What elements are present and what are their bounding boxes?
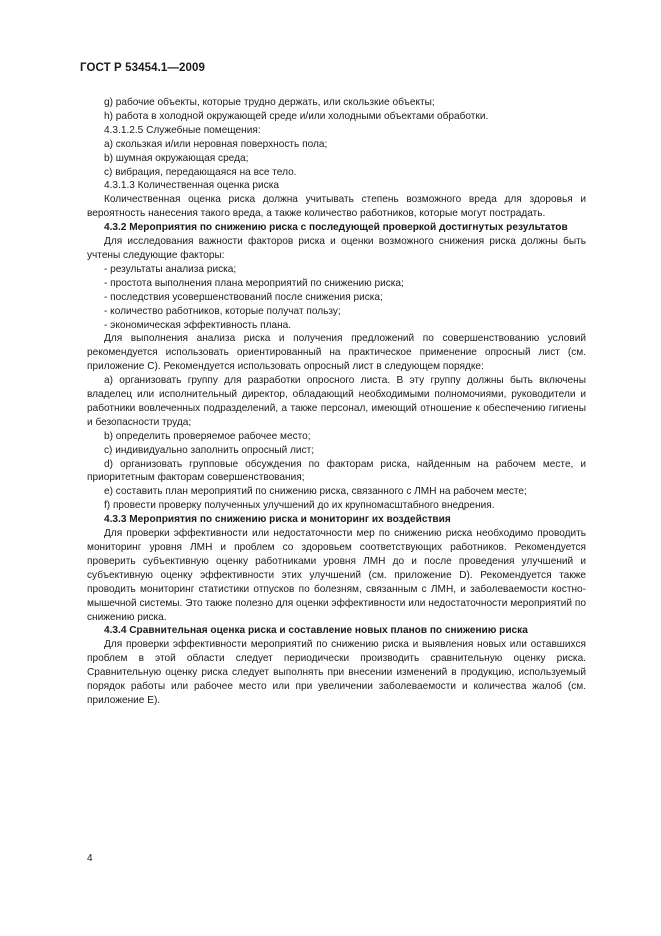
section-number: 4.3.4 (104, 625, 127, 637)
list-item: a) организовать группу для разработки опросного листа. В эту группу должны быть включены владелец или исполнительный директор, обладающий необходимыми полномочиями, руководители и работники вовлеченных подразделений, а также персонал, имеющий отношение к обеспечению гигиены и безопасности труда; (87, 375, 586, 428)
paragraph: a) скользкая и/или неровная поверхность пола; (104, 138, 328, 150)
section-title: Мероприятия по снижению риска с последующей проверкой достигнутых результатов (129, 222, 568, 234)
list-item: - экономическая эффективность плана. (104, 319, 292, 331)
list-item: b) определить проверяемое рабочее место; (104, 430, 311, 442)
list-item: - количество работников, которые получат пользу; (104, 305, 341, 317)
section-heading-4-3-2 (87, 221, 586, 235)
document-body (87, 96, 586, 708)
paragraph: Для выполнения анализа риска и получения предложений по совершенствованию условий рекомендуется использовать ориентированный на практическое применение опросный лист (см. приложение С). Рекомендуется использовать опросный лист в следующем порядке: (87, 333, 586, 373)
list-item: c) индивидуально заполнить опросный лист; (104, 444, 315, 456)
paragraph: g) рабочие объекты, которые трудно держать, или скользкие объекты; (104, 97, 435, 108)
paragraph: h) работа в холодной окружающей среде и/или холодными объектами обработки. (104, 110, 489, 122)
section-heading-4-3-3 (87, 513, 586, 527)
paragraph: Для проверки эффективности или недостаточности мер по снижению риска необходимо проводить мониторинг уровня ЛМН и проблем со здоровьем соответствующих работников. Рекомендуется проверить субъективную оценку работниками уровня ЛМН до и после проведения улучшений и субъективную оценку эффективности этих улучшений (см. приложение D). Рекомендуется также проводить мониторинг статистики отпусков по болезням, связанным с ЛМН, и заболеваемости костно-мышечной системы. Это также полезно для оценки эффективности или недостаточности мероприятий по снижению риска. (87, 528, 586, 623)
list-item: - последствия усовершенствований после снижения риска; (104, 291, 383, 303)
list-item: d) организовать групповые обсуждения по факторам риска, найденным на рабочем месте, и приоритетным факторам совершенствования; (87, 458, 586, 484)
section-heading-4-3-4 (87, 624, 586, 638)
list-item: - результаты анализа риска; (104, 263, 237, 275)
paragraph: b) шумная окружающая среда; (104, 152, 249, 164)
list-item: - простота выполнения плана мероприятий по снижению риска; (104, 277, 404, 289)
paragraph: c) вибрация, передающаяся на все тело. (104, 166, 297, 178)
section-title: Сравнительная оценка риска и составление новых планов по снижению риска (129, 625, 528, 637)
paragraph: Для проверки эффективности мероприятий по снижению риска и выявления новых или оставшихся проблем в этой области следует периодически производить сравнительную оценку риска. Сравнительную оценку риска следует выполнять при внесении изменений в продукцию, используемый порядок работы или рабочее место или при увеличении заболеваемости и количества жалоб (см. приложение Е). (87, 639, 586, 706)
page-number: 4 (87, 853, 93, 864)
section-title: Мероприятия по снижению риска и мониторинг их воздействия (129, 514, 451, 526)
section-number: 4.3.3 (104, 514, 127, 526)
paragraph: 4.3.1.2.5 Служебные помещения: (104, 124, 261, 136)
paragraph: Для исследования важности факторов риска и оценки возможного снижения риска должны быть учтены следующие факторы: (87, 236, 586, 261)
list-item: f) провести проверку полученных улучшений до их крупномасштабного внедрения. (104, 500, 495, 512)
list-item: e) составить план мероприятий по снижению риска, связанного с ЛМН на рабочем месте; (104, 486, 527, 498)
document-header: ГОСТ Р 53454.1—2009 (80, 62, 205, 74)
paragraph: Количественная оценка риска должна учитывать степень возможного вреда для здоровья и вероятность нанесения такого вреда, а также количество работников, которые могут пострадать. (87, 194, 586, 220)
section-number: 4.3.2 (104, 222, 127, 234)
paragraph: 4.3.1.3 Количественная оценка риска (104, 180, 279, 192)
